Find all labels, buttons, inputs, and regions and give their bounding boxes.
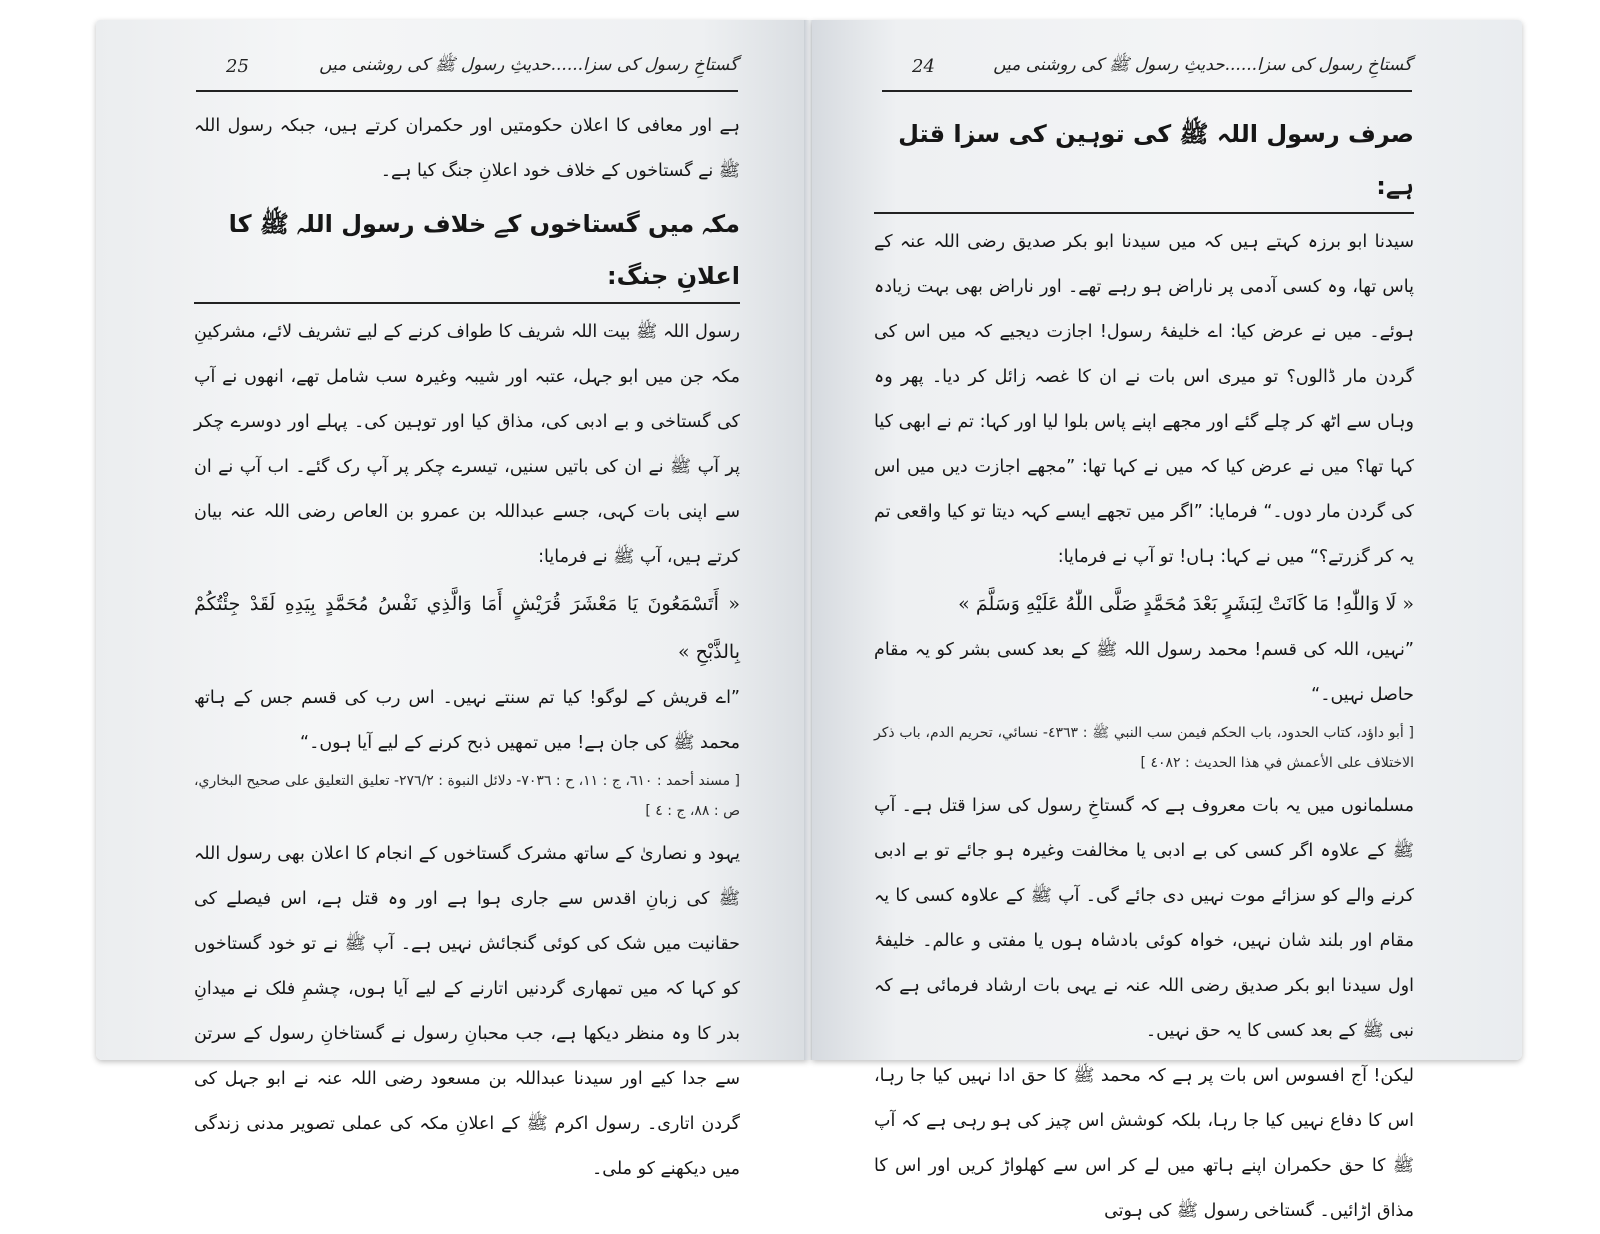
body-paragraph: سیدنا ابو برزہ کہتے ہیں کہ میں سیدنا ابو بکر صدیق رضی اللہ عنہ کے پاس تھا، وہ کسی آدمی پر ناراض ہو رہے تھے۔ اور ناراض بھی بہت زیادہ ہوئے۔ میں نے عرض کیا: اے خلیفۂ رسول! اجازت دیجیے کہ میں اس کی گردن مار ڈالوں؟ تو میری اس بات نے ان کا غصہ زائل کر دیا۔ پھر وہ وہاں سے اٹھ کر چلے گئے اور مجھے اپنے پاس بلوا لیا اور کہا: تم نے ابھی کیا کہا تھا؟ میں نے عرض کیا کہ میں نے کہا تھا: ”مجھے اجازت دیں میں اس کی گردن مار دوں۔“ فرمایا: ”اگر میں تجھے ایسے کہہ دیتا تو کیا واقعی تم یہ کر گزرتے؟“ میں نے کہا: ہاں! تو آپ نے فرمایا:: [874, 232, 1414, 567]
running-title: گستاخِ رسول کی سزا......حدیثِ رسول ﷺ کی روشنی میں: [319, 55, 738, 75]
body-paragraph: رسول اللہ ﷺ بیت اللہ شریف کا طواف کرنے کے لیے تشریف لائے، مشرکینِ مکہ جن میں ابو جہل، عتبہ اور شیبہ وغیرہ سب شامل تھے، انھوں نے آپ کی گستاخی و بے ادبی کی، مذاق کیا اور توہین کی۔ پہلے اور دوسرے چکر پر آپ ﷺ نے ان کی باتیں سنیں، تیسرے چکر پر آپ رک گئے۔ اب آپ نے ان سے اپنی بات کہی، جسے عبداللہ بن عمرو بن العاص رضی اللہ عنہ بیان کرتے ہیں، آپ ﷺ نے فرمایا:: [194, 322, 740, 567]
reference-citation: [ مسند أحمد : ٦١٠، ج : ١١، ح : ٧٠٣٦- دلائل النبوة : ٢٧٦/٢- تعليق التعليق على صحيح البخاري، ص : ٨٨، ج : ٤ ]: [194, 773, 741, 819]
right-page-header: [882, 48, 1412, 92]
left-page-body: [194, 104, 741, 1179]
body-paragraph: مسلمانوں میں یہ بات معروف ہے کہ گستاخِ رسول کی سزا قتل ہے۔ آپ ﷺ کے علاوہ اگر کسی کی بے ادبی یا مخالفت وغیرہ ہو جائے تو بے ادبی کرنے والے کو سزائے موت نہیں دی جائے گی۔ آپ ﷺ کے علاوہ کسی کا یہ مقام اور بلند شان نہیں، خواہ کوئی بادشاہ ہوں یا مفتی و عالم۔ خلیفۂ اول سیدنا ابو بکر صدیق رضی اللہ عنہ نے یہی بات ارشاد فرمائی ہے کہ نبی ﷺ کے بعد کسی کا یہ حق نہیں۔: [874, 796, 1414, 1041]
right-page: [812, 20, 1522, 1221]
arabic-hadith: « لَا وَاللّٰهِ! مَا كَانَتْ لِبَشَرٍ بَعْدَ مُحَمَّدٍ صَلَّى اللّٰهُ عَلَيْهِ وَسَلَّمَ »: [958, 593, 1414, 615]
left-page: [96, 20, 808, 1179]
page-number: 25: [226, 56, 249, 77]
page-number: 24: [912, 56, 935, 77]
body-paragraph: لیکن! آج افسوس اس بات پر ہے کہ محمد ﷺ کا حق ادا نہیں کیا جا رہا، اس کا دفاع نہیں کیا جا رہا، بلکہ کوشش اس چیز کی ہو رہی ہے کہ آپ ﷺ کا حق حکمران اپنے ہاتھ میں لے کر اس سے کھلواڑ کریں اور اس کا مذاق اڑائیں۔ گستاخی رسول ﷺ کی ہوتی: [874, 1066, 1414, 1221]
section-heading: صرف رسول اللہ ﷺ کی توہین کی سزا قتل ہے:: [874, 108, 1414, 214]
arabic-hadith: « أَتَسْمَعُونَ يَا مَعْشَرَ قُرَيْشٍ أَمَا وَالَّذِي نَفْسُ مُحَمَّدٍ بِيَدِهِ لَقَدْ جِئْتُكُمْ بِالذَّبْحِ »: [194, 593, 740, 663]
running-title: گستاخِ رسول کی سزا......حدیثِ رسول ﷺ کی روشنی میں: [993, 55, 1412, 75]
right-page-body: [874, 104, 1414, 1221]
open-book: [96, 20, 1532, 1221]
reference-citation: [ أبو داؤد، كتاب الحدود، باب الحكم فيمن سب النبي ﷺ : ٤٣٦٣- نسائي، تحريم الدم، باب ذكر الاختلاف على الأعمش في هذا الحديث : ٤٠٨٢ ]: [874, 725, 1414, 771]
translation-quote: ”اے قریش کے لوگو! کیا تم سنتے نہیں۔ اس رب کی قسم جس کے ہاتھ محمد ﷺ کی جان ہے! میں تمھیں ذبح کرنے کے لیے آیا ہوں۔“: [194, 688, 740, 753]
translation-quote: ”نہیں، اللہ کی قسم! محمد رسول اللہ ﷺ کے بعد کسی بشر کو یہ مقام حاصل نہیں۔“: [874, 640, 1414, 705]
body-paragraph: یہود و نصاریٰ کے ساتھ مشرک گستاخوں کے انجام کا اعلان بھی رسول اللہ ﷺ کی زبانِ اقدس سے جاری ہوا ہے اور وہ قتل ہے، اس فیصلے کی حقانیت میں شک کی کوئی گنجائش نہیں ہے۔ آپ ﷺ نے تو خود گستاخوں کو کہا کہ میں تمھاری گردنیں اتارنے کے لیے آیا ہوں، چشمِ فلک نے میدانِ بدر کا وہ منظر دیکھا ہے، جب محبانِ رسول نے گستاخانِ رسول کے سرتن سے جدا کیے اور سیدنا عبداللہ بن مسعود رضی اللہ عنہ نے ابو جہل کی گردن اتاری۔ رسول اکرم ﷺ کے اعلانِ مکہ کی عملی تصویر مدنی زندگی میں دیکھنے کو ملی۔: [194, 844, 740, 1179]
left-page-header: [196, 48, 738, 92]
section-heading: مکہ میں گستاخوں کے خلاف رسول اللہ ﷺ کا اعلانِ جنگ:: [194, 198, 740, 304]
intro-paragraph: ہے اور معافی کا اعلان حکومتیں اور حکمران کرتے ہیں، جبکہ رسول اللہ ﷺ نے گستاخوں کے خلاف خود اعلانِ جنگ کیا ہے۔: [194, 116, 740, 181]
